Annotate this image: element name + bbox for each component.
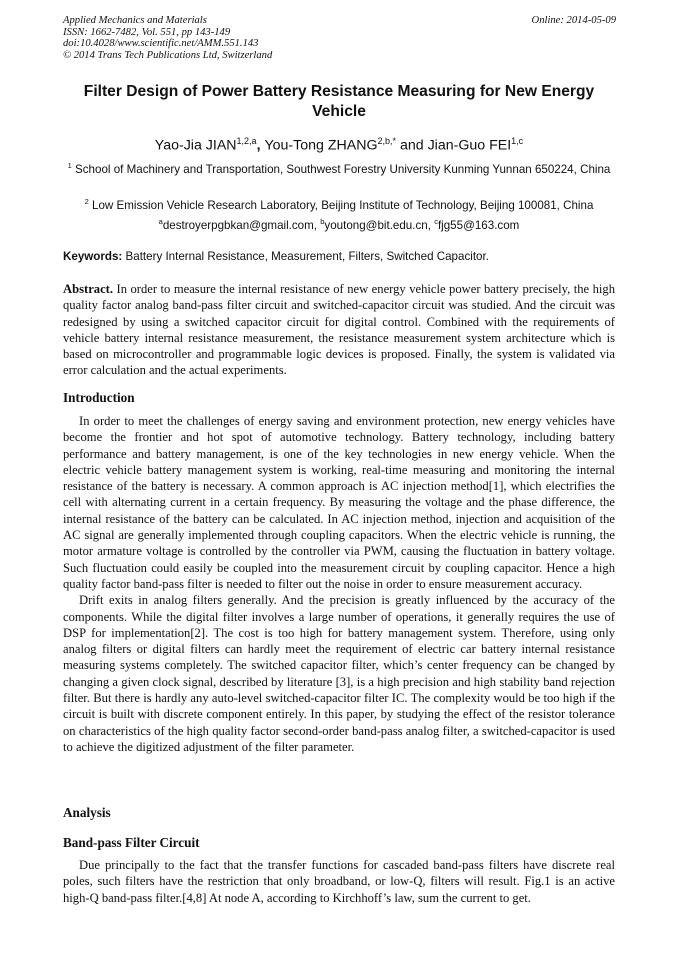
abstract-block <box>63 281 615 379</box>
paragraph: In order to meet the challenges of energy saving and environment protection, new energy vehicles have become the frontier and hot spot of automotive technology. Battery technology, including battery performance and battery management, is one of the key technologies in new energy vehicle. When the electric vehicle battery management system is working, real-time measuring and monitoring the internal resistance of the battery is necessary. A common approach is AC injection method[1], which electrifies the cell with alternating current in a certain frequency. By measuring the voltage and the phase difference, the internal resistance of the battery can be calculated. In AC injection method, injection and acquisition of the AC signal are generally implemented through coupling capacitors. When the electric vehicle is running, the motor armature voltage is controlled by the controller via PWM, causing the fluctuation in battery voltage. Such fluctuation could easily be coupled into the measurement circuit by coupling capacitor. Hence a high quality factor band-pass filter is needed to filter out the noise in order to ensure measurement accuracy. <box>63 414 615 591</box>
journal-name: Applied Mechanics and Materials <box>63 15 207 26</box>
email-link[interactable]: destroyerpgbkan@gmail.com <box>162 218 314 232</box>
email-marker: a <box>158 217 163 226</box>
email-separator: , <box>427 218 435 232</box>
author-separator: and <box>396 137 428 154</box>
publication-meta <box>63 15 272 61</box>
abstract-label: Abstract. <box>63 282 114 296</box>
abstract-text: In order to measure the internal resistance of new energy vehicle power battery precisely, the high quality factor analog band-pass filter circuit and switched-capacitor circuit was studied. And the circuit was redesigned by using a switched capacitor circuit for digital control. Combined with the requirements of vehicle battery internal resistance measurement, the resistance measurement system architecture which is based on microcontroller and programmable logic devices is proposed. Finally, the system is validated via error calculation and the actual experiments. <box>63 282 615 378</box>
author-separator: , <box>256 137 265 154</box>
author-emails <box>63 214 615 233</box>
affiliation-text: Low Emission Vehicle Research Laboratory, Beijing Institute of Technology, Beijing 100081, China <box>92 198 594 212</box>
affiliation-number: 1 <box>67 161 72 170</box>
author-name: Jian-Guo FEI <box>427 137 512 154</box>
email-marker: c <box>434 217 438 226</box>
paragraph: Drift exits in analog filters generally. And the precision is greatly influenced by the accuracy of the components. While the digital filter involves a large number of operations, it generally requires the use of DSP for implementation[2]. The cost is too high for battery management system. Therefore, using only analog filters or digital filters can hardly meet the requirement of electric car battery internal resistance measuring systems completely. The switched capacitor filter, which’s center frequency can be changed by changing a given clock signal, described by literature [3], is a high precision and high stability band rejection filter. But there is hardly any auto-level switched-capacitor filter IC. The complexity would be too high if the circuit is built with discrete component entirely. In this paper, by studying the effect of the resistor tolerance on characteristics of the high quality factor second-order band-pass analog filter, a switched-capacitor is used to achieve the digitized adjustment of the filter parameter. <box>63 593 615 754</box>
email-link[interactable]: youtong@bit.edu.cn <box>324 218 428 232</box>
paper-title: Filter Design of Power Battery Resistance Measuring for New Energy Vehicle <box>83 83 595 120</box>
affiliation-text: School of Machinery and Transportation, Southwest Forestry University Kunming Yunnan 650224, China <box>75 162 611 176</box>
author-name: Yao-Jia JIAN <box>154 137 237 154</box>
affiliation-1 <box>63 158 615 177</box>
author-superscript: 2,b,* <box>377 136 397 146</box>
issn-line: ISSN: 1662-7482, Vol. 551, pp 143-149 <box>63 26 231 38</box>
subsection-heading-bandpass: Band-pass Filter Circuit <box>63 835 200 850</box>
author-name: You-Tong ZHANG <box>264 137 378 154</box>
affiliation-2 <box>63 194 615 213</box>
author-list <box>63 132 615 155</box>
copyright-line: © 2014 Trans Tech Publications Ltd, Switzerland <box>63 49 273 61</box>
section-heading-introduction: Introduction <box>63 390 135 405</box>
introduction-body <box>63 413 615 755</box>
online-date: Online: 2014-05-09 <box>531 15 616 26</box>
email-separator: , <box>313 218 321 232</box>
keywords-line <box>63 249 615 264</box>
bandpass-body <box>63 857 615 906</box>
keywords-label: Keywords: <box>63 250 123 263</box>
paragraph: Due principally to the fact that the transfer functions for cascaded band-pass filters have discrete real poles, such filters have the restriction that only broadband, or low-Q, filters will result. Fig.1 is an active high-Q band-pass filter.[4,8] At node A, according to Kirchhoff’s law, sum the current to get. <box>63 858 615 905</box>
doi-line: doi:10.4028/www.scientific.net/AMM.551.143 <box>63 38 259 49</box>
affiliation-number: 2 <box>84 197 89 206</box>
author-superscript: 1,2,a <box>236 136 257 146</box>
email-marker: b <box>320 217 325 226</box>
email-link[interactable]: fjg55@163.com <box>437 218 520 232</box>
section-heading-analysis: Analysis <box>63 805 111 820</box>
author-superscript: 1,c <box>511 136 524 146</box>
keywords-text: Battery Internal Resistance, Measurement, Filters, Switched Capacitor. <box>125 250 489 263</box>
